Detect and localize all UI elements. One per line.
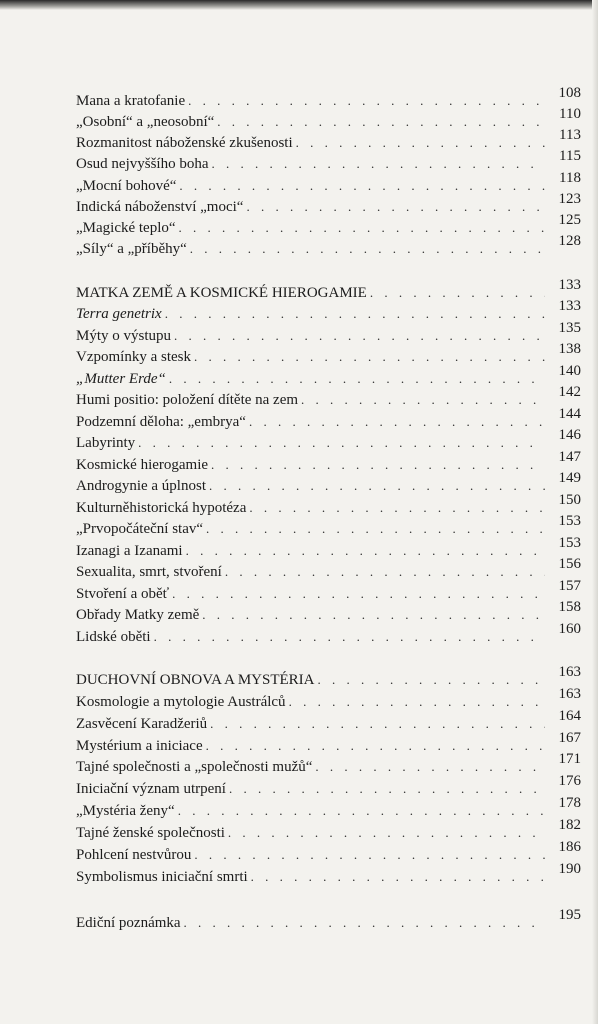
leader-dots [174,329,545,345]
toc-entry [76,578,581,603]
toc-entry-page: 163 [558,664,581,680]
toc-entry-page: 164 [558,708,581,724]
toc-entry-title: Osud nejvyššího boha [76,156,209,172]
toc-entry-title: Androgynie a úplnost [76,478,206,494]
toc-entry-title: „Osobní“ a „neosobní“ [76,114,215,130]
toc-entry-title: Obřady Matky země [76,607,200,623]
toc-entry-page: 158 [558,599,581,615]
toc-entry-title: Humi positio: položení dítěte na zem [76,392,299,408]
leader-dots [217,115,545,131]
toc-entry-page: 153 [558,513,581,529]
leader-dots [249,501,545,517]
toc-entry-title: Sexualita, smrt, stvoření [76,564,222,580]
toc-entry-title: Indická náboženství „moci“ [76,199,244,215]
toc-entry [76,384,581,409]
toc-entry-page: 178 [558,795,581,811]
toc-entry [76,513,581,538]
toc-entry-page: 176 [558,773,581,789]
toc-entry [76,621,581,646]
toc-entry-page: 123 [558,191,581,207]
toc-entry-title: Mana a kratofanie [76,93,186,109]
toc-entry [76,470,581,495]
toc-entry [76,795,581,820]
toc-entry-title: „Síly“ a „příběhy“ [76,241,187,257]
toc-entry [76,708,581,733]
toc-entry-title: Tajné společnosti a „společnosti mužů“ [76,759,313,775]
leader-dots [184,916,545,932]
toc-entry [76,599,581,624]
toc-entry-page: 195 [558,907,581,923]
leader-dots [225,565,545,581]
toc-entry-page: 108 [558,85,581,101]
toc-chapter-heading [76,664,581,689]
toc-entry-title: Ediční poznámka [76,915,181,931]
toc-entry [76,817,581,842]
leader-dots [169,372,545,388]
leader-dots [246,200,545,216]
toc-entry-page: 150 [558,492,581,508]
leader-dots [212,157,546,173]
toc-entry-title: „Magické teplo“ [76,220,176,236]
toc-entry-page: 190 [558,861,581,877]
toc-entry-title: Labyrinty [76,435,136,451]
toc-entry-title: Iniciační význam utrpení [76,781,226,797]
toc-entry [76,449,581,474]
leader-dots [318,673,546,689]
toc-entry-page: 110 [559,106,581,122]
toc-entry-title: Tajné ženské společnosti [76,825,225,841]
toc-entry-page: 171 [558,751,581,767]
toc-entry-page: 144 [558,406,581,422]
toc-entry-title: DUCHOVNÍ OBNOVA A MYSTÉRIA [76,672,315,688]
toc-entry-page: 156 [558,556,581,572]
toc-entry [76,106,581,131]
leader-dots [202,608,545,624]
toc-entry-page: 113 [559,127,581,143]
toc-entry [76,127,581,152]
leader-dots [228,826,545,842]
leader-dots [251,870,545,886]
toc-entry [76,556,581,581]
toc-entry [76,148,581,173]
toc-entry-page: 140 [558,363,581,379]
toc-entry [76,363,581,388]
toc-entry-title: Stvoření a oběť [76,586,170,602]
toc-entry-title: MATKA ZEMĚ A KOSMICKÉ HIEROGAMIE [76,285,367,301]
toc-entry-page: 163 [558,686,581,702]
toc-entry-page: 160 [558,621,581,637]
toc-entry-title: „Prvopočáteční stav“ [76,521,204,537]
leader-dots [210,717,545,733]
toc-entry-page: 125 [558,212,581,228]
toc-entry-title: Kulturněhistorická hypotéza [76,500,247,516]
toc-entry-title: Izanagi a Izanami [76,543,183,559]
toc-entry [76,839,581,864]
toc-entry-title: Lidské oběti [76,629,151,645]
toc-entry-title: Kosmické hierogamie [76,457,209,473]
toc-entry-page: 167 [558,730,581,746]
leader-dots [154,630,545,646]
toc-entry-page: 149 [558,470,581,486]
leader-dots [296,136,545,152]
leader-dots [249,415,545,431]
toc-entry [76,907,581,932]
toc-entry-title: Mystérium a iniciace [76,738,203,754]
toc-entry-title: Symbolismus iniciační smrti [76,869,248,885]
toc-entry-page: 147 [558,449,581,465]
leader-dots [138,436,545,452]
toc-entry-page: 133 [558,277,581,293]
toc-entry [76,686,581,711]
toc-entry [76,427,581,452]
toc-chapter-heading [76,277,581,302]
toc-entry [76,406,581,431]
toc-entry-title: „Mocní bohové“ [76,178,177,194]
toc-entry-title: Vzpomínky a stesk [76,349,191,365]
leader-dots [179,179,545,195]
toc-entry [76,191,581,216]
leader-dots [172,587,545,603]
leader-dots [165,307,545,323]
leader-dots [289,695,545,711]
toc-entry-title: Pohlcení nestvůrou [76,847,192,863]
toc-entry-title: Rozmanitost náboženské zkušenosti [76,135,293,151]
toc-entry-title: Podzemní děloha: „embrya“ [76,414,246,430]
leader-dots [190,242,545,258]
leader-dots [206,522,545,538]
toc-entry-page: 118 [559,170,581,186]
toc-entry-title: „Mutter Erde“ [76,371,166,387]
toc-entry-page: 157 [558,578,581,594]
toc-entry-page: 128 [558,233,581,249]
toc-entry-title: Mýty o výstupu [76,328,172,344]
toc-entry-page: 186 [558,839,581,855]
leader-dots [206,739,545,755]
leader-dots [229,782,545,798]
toc-entry [76,341,581,366]
toc-entry-title: Terra genetrix [76,306,162,322]
leader-dots [211,458,545,474]
toc-entry-page: 153 [558,535,581,551]
toc-entry-page: 146 [558,427,581,443]
leader-dots [315,760,545,776]
toc-entry-page: 182 [558,817,581,833]
toc-entry-title: Kosmologie a mytologie Austrálců [76,694,286,710]
leader-dots [370,286,545,302]
toc-entry-page: 142 [558,384,581,400]
toc-entry-title: „Mystéria ženy“ [76,803,175,819]
leader-dots [188,94,545,110]
toc-entry [76,535,581,560]
toc-entry [76,492,581,517]
leader-dots [178,804,545,820]
toc-entry [76,730,581,755]
toc-entry-page: 133 [558,298,581,314]
toc-entry-page: 138 [558,341,581,357]
toc-entry-title: Zasvěcení Karadžeriů [76,716,208,732]
toc-entry-page: 135 [558,320,581,336]
toc-entry [76,861,581,886]
leader-dots [194,848,545,864]
toc-entry [76,170,581,195]
toc-entry [76,773,581,798]
toc-entry [76,298,581,323]
leader-dots [301,393,545,409]
toc-entry [76,212,581,237]
toc-entry-page: 115 [559,148,581,164]
toc-entry [76,233,581,258]
leader-dots [209,479,545,495]
toc-entry [76,320,581,345]
toc-entry [76,751,581,776]
toc-entry [76,85,581,110]
leader-dots [186,544,545,560]
leader-dots [194,350,545,366]
leader-dots [179,221,545,237]
